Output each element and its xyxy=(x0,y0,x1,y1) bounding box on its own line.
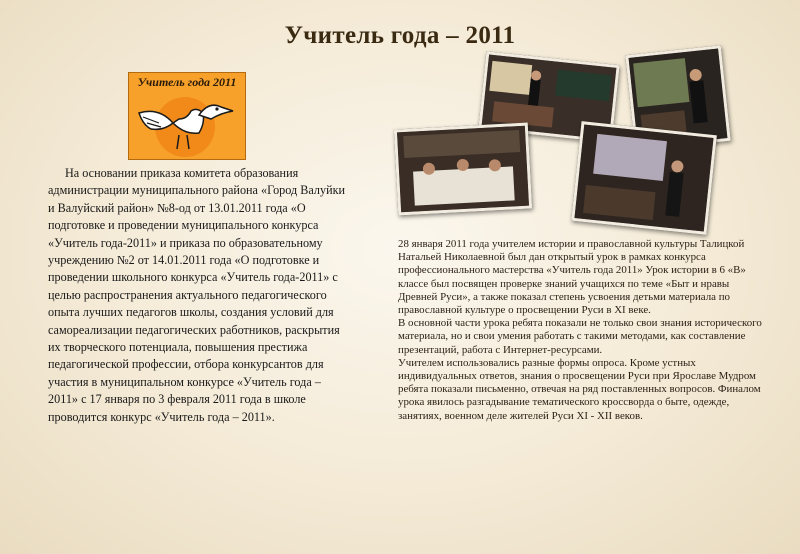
report-paragraph-3: Учителем использовались разные формы опроса. Кроме устных индивидуальных ответов, знания о просвещении Руси при Ярославе Мудром ребята показали письменно, отвечая на ряд поставленных вопросов. Финалом урока явилось разгадывание тематического кроссворда о быте, одежде, занятиях, военном деле жителей Руси XI - XII веков. xyxy=(398,356,761,422)
classroom-photo-3 xyxy=(394,123,532,216)
report-paragraph-2: В основной части урока ребята показали не только свои знания исторического материала, но и свои умения работать с такими методами, как составление презентаций, работа с Интернет-ресурсами. xyxy=(398,317,762,356)
classroom-photo-4 xyxy=(571,121,717,235)
lesson-report-text xyxy=(398,238,770,423)
logo-caption: Учитель года 2011 xyxy=(137,75,237,89)
page-title: Учитель года – 2011 xyxy=(284,22,516,49)
report-paragraph-1: 28 января 2011 года учителем истории и православной культуры Талицкой Натальей Николаевной был дан открытый урок в рамках конкурса профессионального мастерства «Учитель года 2011» Урок истории в 6 «В» классе был посвящен проверке знаний учащихся по теме «Быт и нравы Древней Руси», а также показал степень усвоения детьми материала по православной культуре о просвещении Руси в XI веке. xyxy=(398,238,746,317)
intro-text xyxy=(48,165,353,426)
intro-paragraph: На основании приказа комитета образования администрации муниципального района «Город Валуйки и Валуйский район» №8-од от 13.01.2011 года «О подготовке и проведении муниципального конкурса «Учитель года-2011» и приказа по образовательному учреждению №2 от 14.01.2011 года «О подготовке и проведении школьного конкурса «Учитель года-2011» с целью распространения актуального педагогического опыта лучших педагогов школы, создания условий для самореализации педагогических работников, раскрытия их творческого потенциала, повышения престижа педагогической профессии, отбора конкурсантов для участия в муниципальном конкурсе «Учитель года – 2011» с 17 января по 3 февраля 2011 года в школе проводится конкурс «Учитель года – 2011». xyxy=(48,166,346,424)
contest-logo xyxy=(128,72,246,160)
